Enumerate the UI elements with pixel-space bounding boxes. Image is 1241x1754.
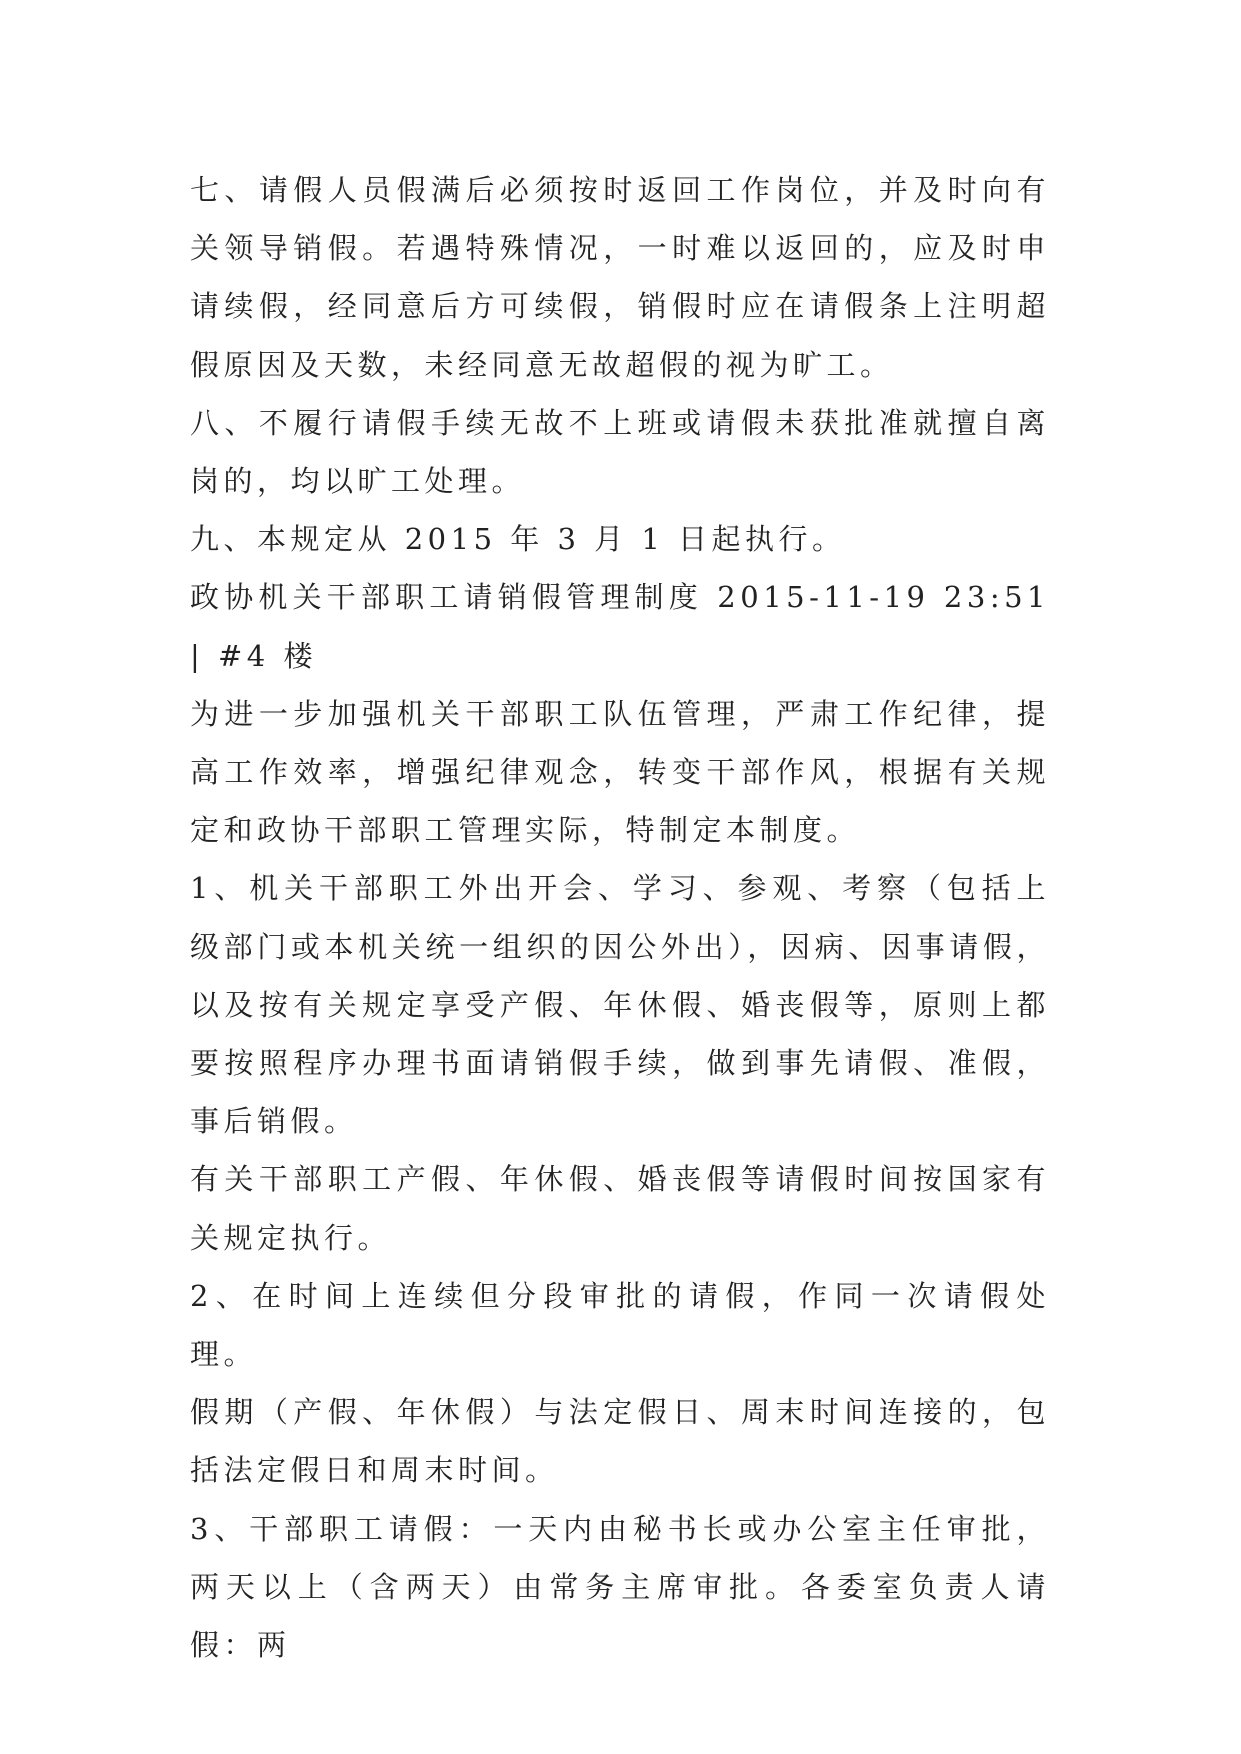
paragraph-item-2: 2、在时间上连续但分段审批的请假，作同一次请假处理。	[190, 1278, 1050, 1372]
paragraph-rule-9: 九、本规定从 2015 年 3 月 1 日起执行。	[190, 522, 846, 557]
paragraph-item-1: 1、机关干部职工外出开会、学习、参观、考察（包括上级部门或本机关统一组织的因公外出），因病、因事请假，以及按有关规定享受产假、年休假、婚丧假等，原则上都要按照程序办理书面请销假手续，做到事先请假、准假，事后销假。	[190, 871, 1050, 1139]
document-body	[190, 161, 1050, 1674]
paragraph-item-1-note: 有关干部职工产假、年休假、婚丧假等请假时间按国家有关规定执行。	[190, 1162, 1050, 1255]
paragraph-item-2-note: 假期（产假、年休假）与法定假日、周末时间连接的，包括法定假日和周末时间。	[190, 1395, 1050, 1488]
paragraph-rule-8: 八、不履行请假手续无故不上班或请假未获批准就擅自离岗的，均以旷工处理。	[190, 405, 1050, 499]
paragraph-item-3: 3、干部职工请假：一天内由秘书长或办公室主任审批，两天以上（含两天）由常务主席审批。各委室负责人请假：两	[190, 1511, 1050, 1663]
post-header: 政协机关干部职工请销假管理制度 2015-11-19 23:51 | #4 楼	[190, 580, 1050, 673]
paragraph-intro: 为进一步加强机关干部职工队伍管理，严肃工作纪律，提高工作效率，增强纪律观念，转变干部作风，根据有关规定和政协干部职工管理实际，特制定本制度。	[190, 696, 1050, 848]
paragraph-rule-7: 七、请假人员假满后必须按时返回工作岗位，并及时向有关领导销假。若遇特殊情况，一时难以返回的，应及时申请续假，经同意后方可续假，销假时应在请假条上注明超假原因及天数，未经同意无故超假的视为旷工。	[190, 173, 1050, 382]
